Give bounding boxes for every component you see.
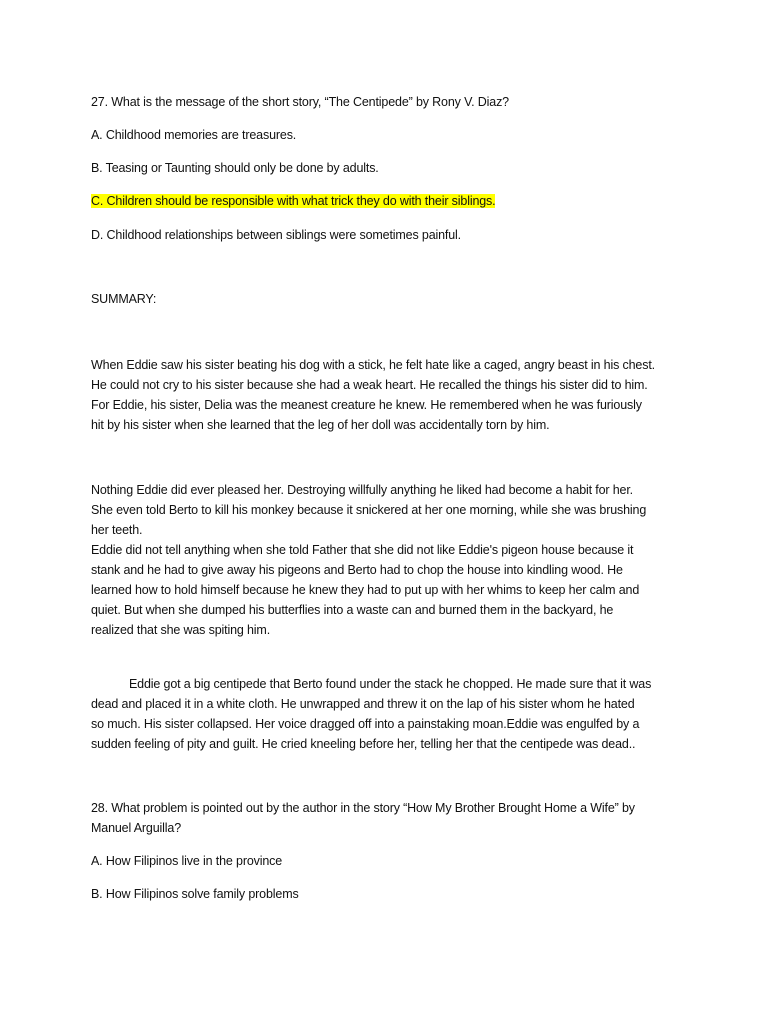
summary-heading: SUMMARY: [91,292,157,306]
paragraph-line: Nothing Eddie did ever pleased her. Destroying willfully anything he liked had become a habit for her. [91,483,633,497]
paragraph-line: so much. His sister collapsed. Her voice dragged off into a painstaking moan.Eddie was engulfed by a [91,717,640,731]
paragraph-line: learned how to hold himself because he knew they had to put up with her whims to keep her calm and [91,583,640,597]
summary-paragraph-3 [91,674,691,754]
summary-paragraph-2 [91,480,691,640]
q27-option-a: A. Childhood memories are treasures. [91,128,297,142]
paragraph-line: She even told Berto to kill his monkey because it snickered at her one morning, while she was brushing [91,503,647,517]
q28-option-b: B. How Filipinos solve family problems [91,887,299,901]
question-line: 28. What problem is pointed out by the author in the story “How My Brother Brought Home a Wife” by [91,801,635,815]
summary-paragraph-1 [91,355,691,435]
paragraph-line: When Eddie saw his sister beating his dog with a stick, he felt hate like a caged, angry beast in his chest. [91,358,655,372]
question-28 [91,798,691,838]
paragraph-line: sudden feeling of pity and guilt. He cried kneeling before her, telling her that the centipede was dead.. [91,737,636,751]
q27-option-b: B. Teasing or Taunting should only be done by adults. [91,161,379,175]
q28-option-a: A. How Filipinos live in the province [91,854,283,868]
paragraph-line: dead and placed it in a white cloth. He unwrapped and threw it on the lap of his sister whom he hated [91,697,635,711]
paragraph-line: Eddie did not tell anything when she told Father that she did not like Eddie's pigeon house because it [91,543,634,557]
q27-option-c-highlight: C. Children should be responsible with what trick they do with their siblings. [91,194,496,208]
q27-option-d: D. Childhood relationships between siblings were sometimes painful. [91,228,462,242]
paragraph-line: realized that she was spiting him. [91,623,271,637]
q27-option-c [91,191,691,211]
question-27: 27. What is the message of the short story, “The Centipede” by Rony V. Diaz? [91,95,509,109]
paragraph-line: For Eddie, his sister, Delia was the meanest creature he knew. He remembered when he was furiously [91,398,642,412]
paragraph-line: her teeth. [91,523,143,537]
question-line: Manuel Arguilla? [91,821,182,835]
paragraph-line: stank and he had to give away his pigeons and Berto had to chop the house into kindling wood. He [91,563,623,577]
paragraph-line: He could not cry to his sister because she had a weak heart. He recalled the things his sister did to him. [91,378,648,392]
paragraph-line: Eddie got a big centipede that Berto found under the stack he chopped. He made sure that it was [129,677,652,691]
paragraph-line: quiet. But when she dumped his butterflies into a waste can and burned them in the backyard, he [91,603,614,617]
paragraph-line: hit by his sister when she learned that the leg of her doll was accidentally torn by him. [91,418,550,432]
